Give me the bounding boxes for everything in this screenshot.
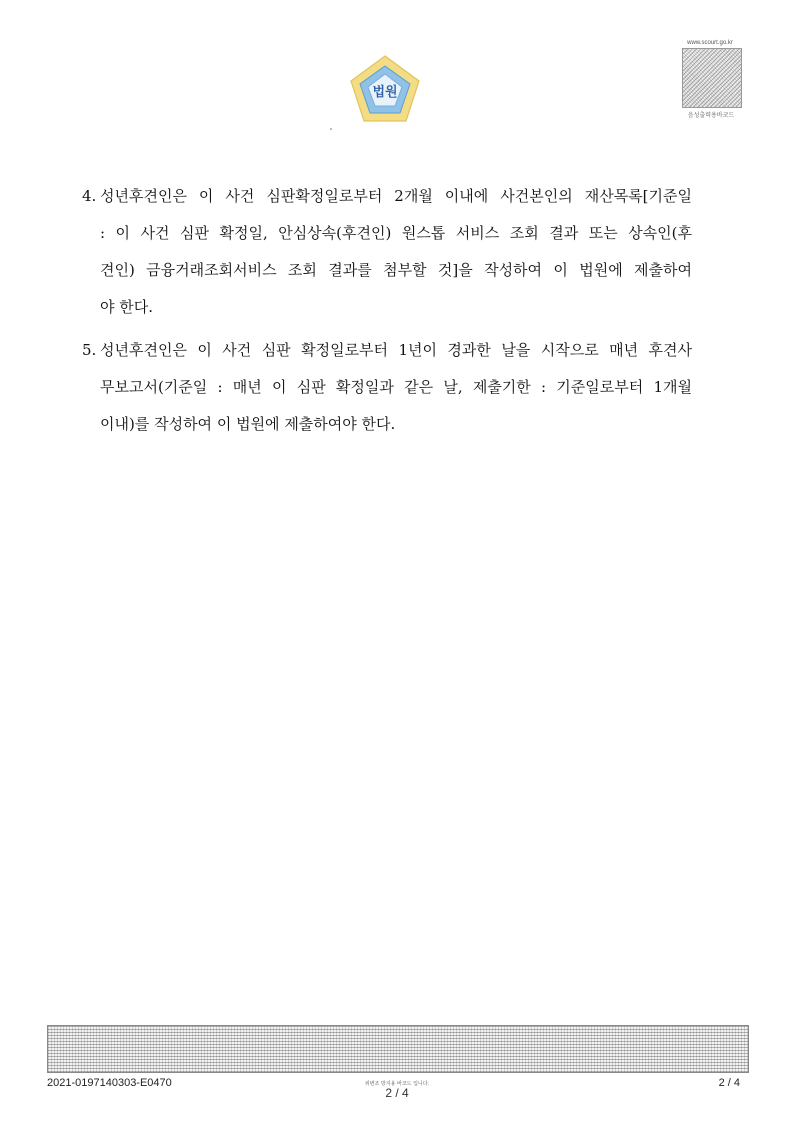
qr-code — [682, 48, 742, 108]
barcode-note: 위변조 방지용 바코드 입니다. — [364, 1081, 430, 1087]
qr-url-text: www.scourt.go.kr — [687, 40, 733, 46]
item-line: 성년후견인은 이 사건 심판 확정일로부터 1년이 경과한 날을 시작으로 매년 후견사 — [100, 341, 692, 359]
item-line: 견인) 금융거래조회서비스 조회 결과를 첨부할 것]을 작성하여 이 법원에 제출하여 — [100, 261, 692, 279]
court-emblem — [345, 54, 425, 130]
qr-caption: 음성출력용바코드 — [687, 112, 735, 119]
item-line: : 이 사건 심판 확정일, 안심상속(후견인) 원스톱 서비스 조회 결과 또는 상속인(후 — [100, 224, 692, 242]
list-item-4 — [82, 178, 692, 326]
item-line: 무보고서(기준일 : 매년 이 심판 확정일과 같은 날, 제출기한 : 기준일로부터 1개월 — [100, 378, 692, 396]
document-id: 2021-0197140303-E0470 — [47, 1077, 172, 1089]
item-line: 야 한다. — [100, 298, 154, 316]
item-number: 4. — [82, 187, 97, 205]
emblem-label: 법원 — [372, 85, 398, 100]
item-number: 5. — [82, 341, 97, 359]
page-number-right: 2 / 4 — [718, 1077, 740, 1089]
page-number-center: 2 / 4 — [385, 1086, 409, 1100]
anti-forgery-barcode — [47, 1025, 749, 1073]
item-line: 성년후견인은 이 사건 심판확정일로부터 2개월 이내에 사건본인의 재산목록[기준일 — [100, 187, 692, 205]
list-item-5 — [82, 332, 692, 443]
item-line: 이내)를 작성하여 이 법원에 제출하여야 한다. — [100, 415, 396, 433]
mark-dot — [330, 128, 332, 130]
